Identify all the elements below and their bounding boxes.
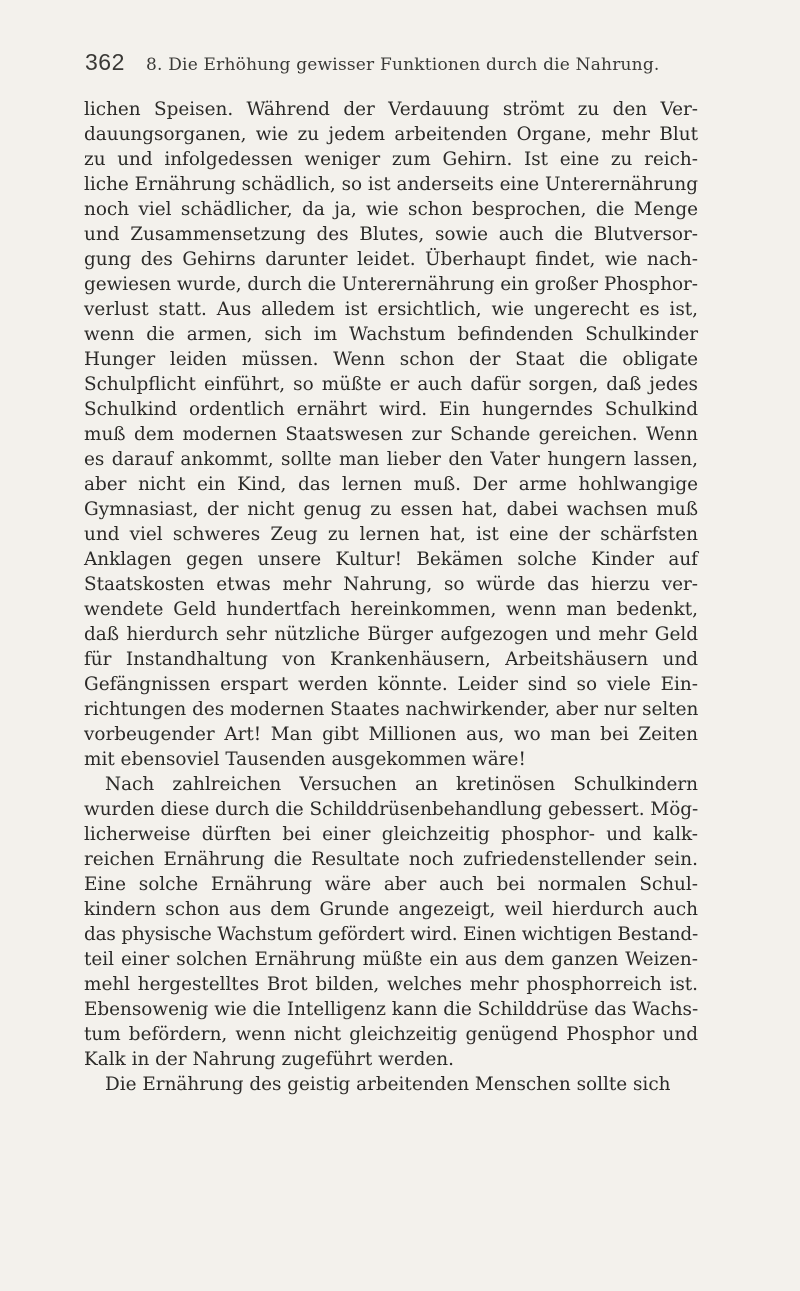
text-line: das physische Wachstum gefördert wird. Einen wichtigen Bestand- (84, 924, 699, 945)
text-line: aber nicht ein Kind, das lernen muß. Der arme hohlwangige (84, 474, 698, 495)
text-line: lichen Speisen. Während der Verdauung strömt zu den Ver- (84, 99, 698, 120)
text-line: Nach zahlreichen Versuchen an kretinösen Schulkindern (105, 774, 698, 795)
text-line: reichen Ernährung die Resultate noch zufriedenstellender sein. (84, 849, 698, 870)
text-line: muß dem modernen Staatswesen zur Schande gereichen. Wenn (84, 424, 698, 445)
text-line: noch viel schädlicher, da ja, wie schon besprochen, die Menge (84, 199, 698, 220)
page-number: 362 (85, 49, 125, 75)
text-line: gewiesen wurde, durch die Unterernährung ein großer Phosphor- (84, 274, 698, 295)
text-line: Ebensowenig wie die Intelligenz kann die Schilddrüse das Wachs- (84, 999, 699, 1020)
text-line: dauungsorganen, wie zu jedem arbeitenden Organe, mehr Blut (84, 124, 698, 145)
body-text (84, 97, 698, 1097)
text-line: licherweise dürften bei einer gleichzeitig phosphor- und kalk- (84, 824, 698, 845)
text-line: Schulpflicht einführt, so müßte er auch dafür sorgen, daß jedes (84, 374, 698, 395)
page-header (85, 49, 699, 81)
text-line: vorbeugender Art! Man gibt Millionen aus, wo man bei Zeiten (84, 724, 698, 745)
text-line: daß hierdurch sehr nützliche Bürger aufgezogen und mehr Geld (84, 624, 698, 645)
text-line: gung des Gehirns darunter leidet. Überhaupt findet, wie nach- (84, 249, 698, 270)
text-line: wurden diese durch die Schilddrüsenbehandlung gebessert. Mög- (84, 799, 699, 820)
text-line: Anklagen gegen unsere Kultur! Bekämen solche Kinder auf (84, 549, 698, 570)
text-line: Eine solche Ernährung wäre aber auch bei normalen Schul- (84, 874, 698, 895)
text-line: Die Ernährung des geistig arbeitenden Menschen sollte sich (105, 1074, 671, 1095)
text-line: zu und infolgedessen weniger zum Gehirn. Ist eine zu reich- (84, 149, 698, 170)
text-line: kindern schon aus dem Grunde angezeigt, weil hierdurch auch (84, 899, 698, 920)
text-line: Staatskosten etwas mehr Nahrung, so würde das hierzu ver- (84, 574, 698, 595)
text-line: Hunger leiden müssen. Wenn schon der Staat die obligate (84, 349, 698, 370)
text-line: für Instandhaltung von Krankenhäusern, Arbeitshäusern und (84, 649, 698, 670)
text-line: tum befördern, wenn nicht gleichzeitig genügend Phosphor und (84, 1024, 698, 1045)
text-line: verlust statt. Aus alledem ist ersichtlich, wie ungerecht es ist, (84, 299, 698, 320)
text-line: mit ebensoviel Tausenden ausgekommen wäre! (84, 749, 526, 770)
text-line: Schulkind ordentlich ernährt wird. Ein hungerndes Schulkind (84, 399, 698, 420)
text-line: und Zusammensetzung des Blutes, sowie auch die Blutversor- (84, 224, 698, 245)
text-line: mehl hergestelltes Brot bilden, welches mehr phosphorreich ist. (84, 974, 698, 995)
text-line: wenn die armen, sich im Wachstum befindenden Schulkinder (84, 324, 698, 345)
text-line: Gymnasiast, der nicht genug zu essen hat, dabei wachsen muß (84, 499, 698, 520)
text-line: und viel schweres Zeug zu lernen hat, ist eine der schärfsten (84, 524, 698, 545)
text-line: teil einer solchen Ernährung müßte ein aus dem ganzen Weizen- (84, 949, 698, 970)
running-head: 8. Die Erhöhung gewisser Funktionen durch die Nahrung. (146, 55, 660, 75)
text-line: liche Ernährung schädlich, so ist anderseits eine Unterernährung (84, 174, 698, 195)
text-line: richtungen des modernen Staates nachwirkender, aber nur selten (84, 699, 699, 720)
text-line: es darauf ankommt, sollte man lieber den Vater hungern lassen, (84, 449, 698, 470)
text-line: Kalk in der Nahrung zugeführt werden. (84, 1049, 454, 1070)
text-line: Gefängnissen erspart werden könnte. Leider sind so viele Ein- (84, 674, 698, 695)
text-line: wendete Geld hundertfach hereinkommen, wenn man bedenkt, (84, 599, 698, 620)
